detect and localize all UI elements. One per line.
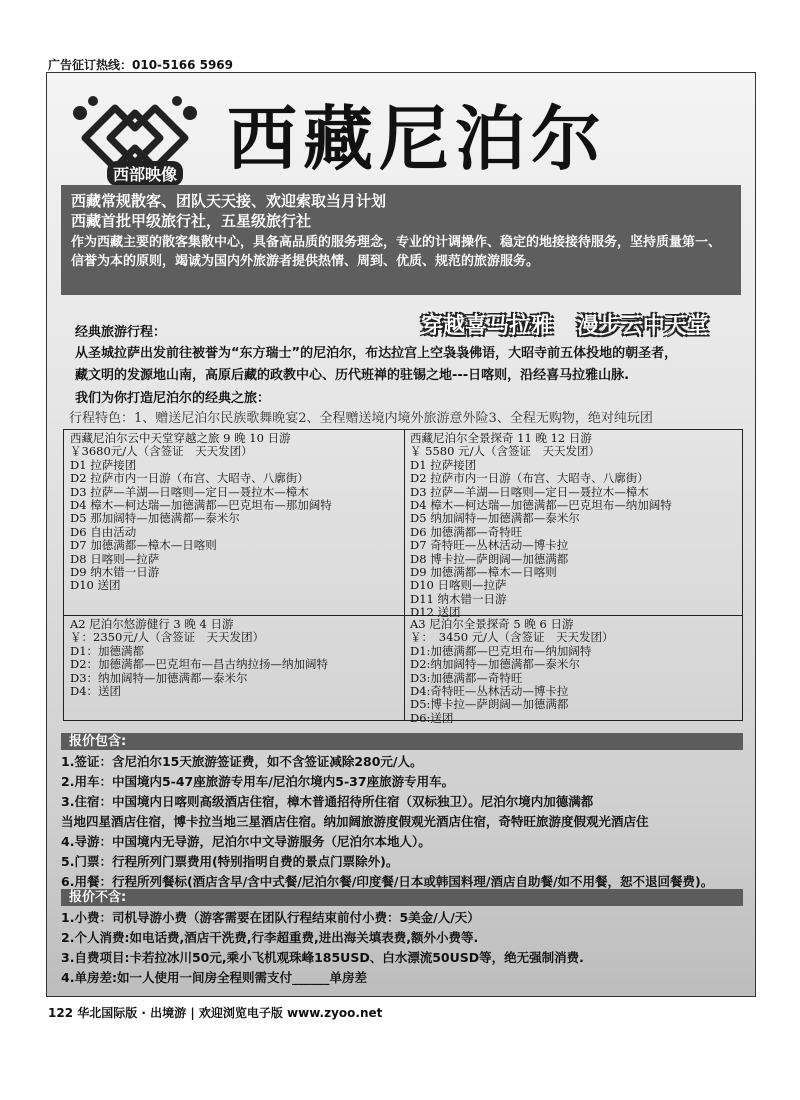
tour-day: D5 那加阔特—加德满都—泰米尔 (70, 511, 240, 526)
tour-day: D1:加德满都—巴克坦布—纳加阔特 (410, 643, 592, 658)
tour-features: 行程特色：1、赠送尼泊尔民族歌舞晚宴2、全程赠送境内境外旅游意外险3、全程无购物，绝对纯玩团 (69, 411, 653, 426)
tour-day: D11 纳木错一日游 (410, 591, 507, 606)
page-footer: 122 华北国际版 · 出境游 | 欢迎浏览电子版 www.zyoo.net (48, 1006, 383, 1020)
excluded-heading: 报价不含: (61, 889, 743, 906)
included-heading: 报价包含: (61, 733, 743, 750)
tour-day: D6:送团 (410, 710, 454, 725)
tour-day: D8 博卡拉—萨朗阔—加德满都 (410, 551, 569, 566)
tour-day: D3 拉萨—羊湖—日喀则—定日—聂拉木—樟木 (410, 484, 649, 499)
route-line2: 藏文明的发源地山南，高原后藏的政教中心、历代班禅的驻锡之地---日喀则，沿经喜马拉雅山脉. (75, 368, 630, 383)
tour-day: D2 拉萨市内一日游（布宫、大昭寺、八廓街） (410, 471, 649, 486)
ad-hotline: 广告征订热线：010-5166 5969 (48, 58, 234, 72)
tour-day: D2:纳加阔特—加德满都—泰米尔 (410, 657, 580, 672)
tour-cell-a1 (64, 430, 404, 595)
tour-day: D5 纳加阔特—加德满都—泰米尔 (410, 511, 580, 526)
included-item: 1.签证：含尼泊尔15天旅游签证费，如不含签证减除280元/人。 (61, 754, 423, 769)
route-heading: 经典旅游行程： (75, 325, 167, 340)
included-item: 当地四星酒店住宿，博卡拉当地三星酒店住宿。纳加阔旅游度假观光酒店住宿，奇特旺旅游度假观光酒店住 (61, 814, 649, 829)
tour-name: A2 尼泊尔悠游健行 3 晚 4 日游 (70, 617, 234, 631)
tour-day: D4：送团 (70, 684, 122, 699)
page-frame (46, 72, 756, 997)
intro-line2: 西藏首批甲级旅行社，五星级旅行社 (71, 212, 312, 230)
slogan-a: 穿越喜马拉雅 (421, 314, 554, 339)
intro-box (61, 185, 741, 295)
tour-day: D4 樟木—柯达瑞—加德满都—巴克坦布—那加阔特 (70, 498, 332, 513)
tour-day: D12 送团 (410, 605, 461, 620)
tour-name: 西藏尼泊尔云中天堂穿越之旅 9 晚 10 日游 (70, 431, 291, 445)
tour-day: D6 加德满都—奇特旺 (410, 524, 523, 539)
included-item: 6.用餐：行程所列餐标(酒店含早/含中式餐/尼泊尔餐/印度餐/日本或韩国料理/酒店自助餐/如不用餐，恕不退回餐费)。 (61, 874, 714, 889)
tour-price: ￥： 3450 元/人（含签证 天天发团） (410, 630, 614, 645)
tour-day: D4 樟木—柯达瑞—加德满都—巴克坦布—纳加阔特 (410, 498, 672, 513)
page-title: 西藏尼泊尔 (227, 97, 607, 180)
tour-day: D1：加德满都 (70, 643, 145, 658)
tour-day: D7 加德满都—樟木—日喀则 (70, 538, 217, 553)
route-description (75, 343, 745, 387)
tour-day: D9 纳木错一日游 (70, 565, 160, 580)
tour-table (63, 429, 743, 725)
tour-day: D9 加德满都—樟木—日喀则 (410, 565, 557, 580)
tour-day: D10 日喀则—拉萨 (410, 578, 507, 593)
tour-day: D2 拉萨市内一日游（布宫、大昭寺、八廓街） (70, 471, 309, 486)
route-line1: 从圣城拉萨出发前往被誉为“东方瑞士”的尼泊尔，布达拉宫上空袅袅佛语，大昭寺前五体投地的朝圣者， (75, 346, 678, 361)
tour-day: D3：纳加阔特—加德满都—泰米尔 (70, 670, 248, 685)
tour-day: D6 自由活动 (70, 524, 137, 539)
company-logo (65, 83, 205, 183)
tour-name: 西藏尼泊尔全景探奇 11 晚 12 日游 (410, 431, 592, 445)
slogan (421, 309, 725, 340)
included-item: 3.住宿：中国境内日喀则高级酒店住宿，樟木普通招待所住宿（双标独卫）。尼泊尔境内加德满都 (61, 794, 594, 809)
tour-day: D1 拉萨接团 (410, 457, 477, 472)
tour-price: ￥3680元/人（含签证 天天发团） (70, 444, 253, 459)
excluded-item: 1.小费：司机导游小费（游客需要在团队行程结束前付小费：5美金/人/天） (61, 910, 480, 925)
included-item: 4.导游：中国境内无导游，尼泊尔中文导游服务（尼泊尔本地人）。 (61, 834, 431, 849)
tour-cell-b1 (404, 430, 744, 622)
tour-day: D8 日喀则—拉萨 (70, 551, 160, 566)
tour-price: ￥：2350元/人（含签证 天天发团） (70, 630, 265, 645)
tour-day: D4:奇特旺—丛林活动—博卡拉 (410, 684, 569, 699)
tour-day: D3 拉萨—羊湖—日喀则—定日—聂拉木—樟木 (70, 484, 309, 499)
tour-cell-a2 (64, 616, 404, 700)
tour-day: D7 奇特旺—丛林活动—博卡拉 (410, 538, 569, 553)
classic-tour-heading: 我们为你打造尼泊尔的经典之旅： (75, 391, 271, 406)
intro-line1: 西藏常规散客、团队天天接、欢迎索取当月计划 (71, 192, 387, 210)
tour-day: D2：加德满都—巴克坦布—昌古纳拉扬—纳加阔特 (70, 657, 329, 672)
excluded-item: 4.单房差:如一人使用一间房全程则需支付______单房差 (61, 970, 367, 985)
tour-day: D10 送团 (70, 578, 121, 593)
tour-name: A3 尼泊尔全景探奇 5 晚 6 日游 (410, 617, 574, 631)
excluded-item: 3.自费项目:卡若拉冰川50元,乘小飞机观珠峰185USD、白水漂流50USD等，绝无强制消费. (61, 950, 584, 965)
intro-body: 作为西藏主要的散客集散中心，具备高品质的服务理念，专业的计调操作、稳定的地接接待服务，坚持质量第一、信誉为本的原则，竭诚为国内外旅游者提供热情、周到、优质、规范的旅游服务。 (71, 235, 722, 269)
logo-text: 西部映像 (107, 161, 183, 186)
tour-day: D3:加德满都—奇特旺 (410, 670, 523, 685)
slogan-b: 漫步云中天堂 (576, 314, 709, 339)
included-item: 2.用车：中国境内5-47座旅游专用车/尼泊尔境内5-37座旅游专用车。 (61, 774, 455, 789)
tour-price: ￥ 5580 元/人（含签证 天天发团） (410, 444, 600, 459)
tour-day: D1 拉萨接团 (70, 457, 137, 472)
tour-day: D5:博卡拉—萨朗阔—加德满都 (410, 697, 569, 712)
tour-cell-a3 (404, 616, 744, 727)
included-item: 5.门票：行程所列门票费用(特别指明自费的景点门票除外)。 (61, 854, 399, 869)
excluded-item: 2.个人消费:如电话费,酒店干洗费,行李超重费,进出海关填表费,额外小费等. (61, 930, 479, 945)
